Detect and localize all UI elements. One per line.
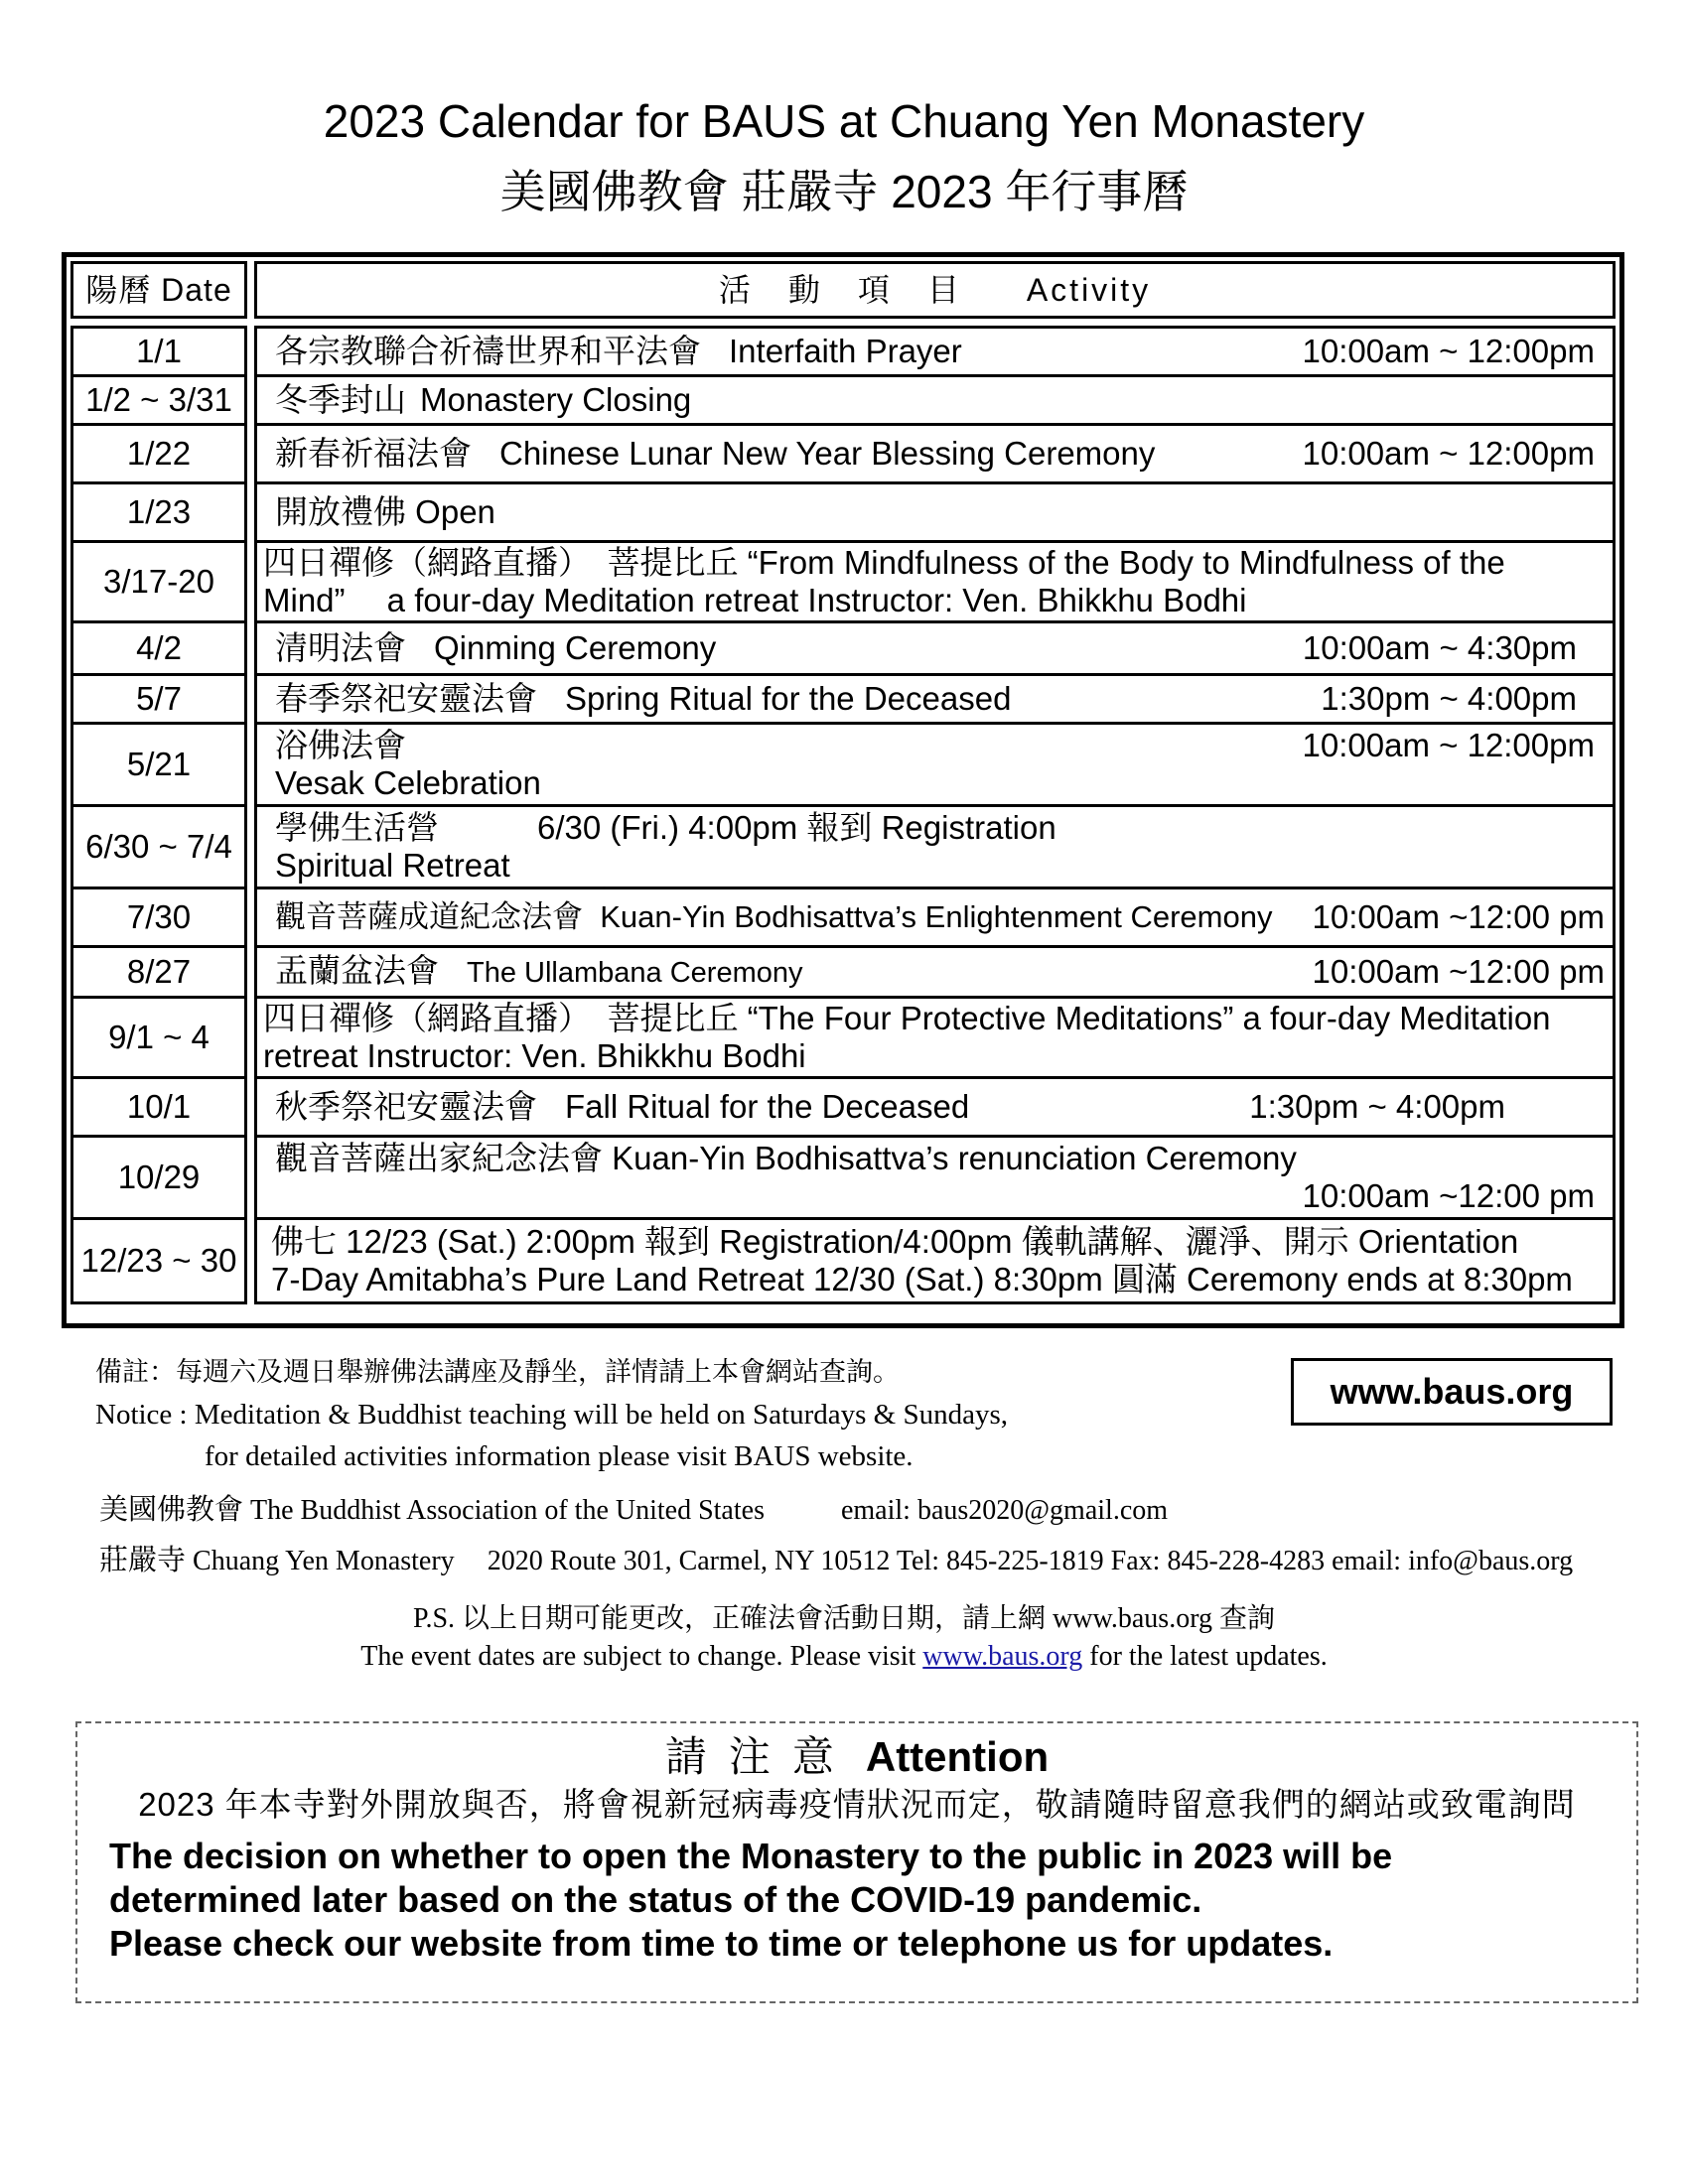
activity-header-zh: 活動項目: [718, 272, 997, 308]
org-name-en: The Buddhist Association of the United States: [250, 1495, 765, 1526]
activity-en: Chinese Lunar New Year Blessing Ceremony: [499, 435, 1156, 472]
date-cell: 5/7: [70, 673, 247, 725]
activity-en: Qinming Ceremony: [434, 629, 717, 666]
activity-zh: 春季祭祀安靈法會: [275, 680, 537, 717]
attention-text-zh: 2023 年本寺對外開放與否，將會視新冠病毒疫情狀況而定，敬請隨時留意我們的網站或致電詢問: [138, 1786, 1576, 1823]
date-header: 陽曆 Date: [70, 261, 247, 319]
date-cell: 1/23: [70, 481, 247, 543]
activity-cell: [254, 540, 1616, 623]
activity-en: Open: [415, 493, 495, 530]
activity-cell: [254, 887, 1616, 948]
notice-en-line2: for detailed activities information please visit BAUS website.: [205, 1440, 914, 1472]
website-link[interactable]: www.baus.org: [922, 1641, 1083, 1672]
document-title: [0, 91, 1688, 224]
date-cell: 4/2: [70, 620, 247, 676]
activity-cell: [254, 1076, 1616, 1138]
activity-cell: [254, 673, 1616, 725]
activity-line: 四日禪修（網路直播） 菩提比丘 “The Four Protective Meditations” a four-day Meditation: [263, 1000, 1551, 1036]
date-cell: 1/22: [70, 423, 247, 484]
activity-cell: [254, 620, 1616, 676]
date-cell: 12/23 ~ 30: [70, 1217, 247, 1304]
activity-line: 學佛生活營 6/30 (Fri.) 4:00pm 報到 Registration: [275, 809, 1056, 846]
attention-title: [77, 1731, 1636, 1783]
activity-cell: [254, 423, 1616, 484]
activity-line: 四日禪修（網路直播） 菩提比丘 “From Mindfulness of the Body to Mindfulness of the: [263, 544, 1505, 581]
ps-zh-line: P.S. 以上日期可能更改，正確法會活動日期，請上網 www.baus.org 查詢: [412, 1603, 1276, 1634]
activity-zh: 各宗教聯合祈禱世界和平法會: [275, 333, 701, 369]
title-chinese: 美國佛教會 莊嚴寺 2023 年行事曆: [499, 166, 1189, 217]
notice-block: [95, 1352, 1088, 1477]
activity-column: [254, 261, 1616, 1319]
attention-title-en: Attention: [865, 1733, 1050, 1780]
activity-line: Mind” a four-day Meditation retreat Instructor: Ven. Bhikkhu Bodhi: [263, 582, 1247, 618]
activity-time: 10:00am ~ 4:30pm: [1302, 629, 1577, 666]
date-cell: 3/17-20: [70, 540, 247, 623]
activity-cell: [254, 722, 1616, 807]
activity-en: Fall Ritual for the Deceased: [565, 1088, 970, 1125]
activity-time: 1:30pm ~ 4:00pm: [1321, 680, 1577, 717]
activity-time: 10:00am ~12:00 pm: [1302, 1177, 1595, 1214]
activity-line: 佛七 12/23 (Sat.) 2:00pm 報到 Registration/4:00pm 儀軌講解、灑淨、開示 Orientation: [271, 1223, 1519, 1260]
activity-en: Spring Ritual for the Deceased: [565, 680, 1012, 717]
title-english: 2023 Calendar for BAUS at Chuang Yen Monastery: [323, 95, 1365, 147]
attention-box: [75, 1721, 1638, 2003]
attention-text-en: [77, 1835, 1636, 1966]
org-name-zh: 美國佛教會: [99, 1492, 244, 1526]
date-cell: 6/30 ~ 7/4: [70, 804, 247, 889]
activity-en: Kuan-Yin Bodhisattva’s Enlightenment Ceremony: [600, 899, 1273, 934]
activity-en: The Ullambana Ceremony: [467, 957, 803, 989]
activity-time: 1:30pm ~ 4:00pm: [1249, 1088, 1505, 1125]
activity-zh: 清明法會: [275, 629, 406, 666]
date-cell: 7/30: [70, 887, 247, 948]
attention-title-zh: 請注意: [664, 1733, 856, 1780]
activity-line: 觀音菩薩出家紀念法會 Kuan-Yin Bodhisattva’s renunciation Ceremony: [275, 1140, 1297, 1176]
activity-zh: 盂蘭盆法會: [275, 952, 439, 989]
date-column: [70, 261, 247, 1319]
activity-line: Spiritual Retreat: [275, 847, 510, 884]
temple-address-contact: 2020 Route 301, Carmel, NY 10512 Tel: 845-225-1819 Fax: 845-228-4283 email: info@baus.org: [487, 1546, 1574, 1576]
activity-line: 7-Day Amitabha’s Pure Land Retreat 12/30 (Sat.) 8:30pm 圓滿 Ceremony ends at 8:30pm: [271, 1261, 1573, 1297]
activity-cell: [254, 326, 1616, 377]
notice-en-line1: Notice : Meditation & Buddhist teaching will be held on Saturdays & Sundays,: [95, 1399, 1009, 1431]
activity-time: 10:00am ~ 12:00pm: [1302, 435, 1595, 472]
temple-line: [99, 1542, 1648, 1579]
activity-cell: [254, 1217, 1616, 1304]
organization-line: [99, 1491, 1648, 1529]
date-cell: 5/21: [70, 722, 247, 807]
activity-header-en: Activity: [1026, 272, 1152, 308]
activity-zh: 觀音菩薩成道紀念法會: [275, 899, 583, 934]
activity-line: Vesak Celebration: [275, 764, 541, 801]
activity-zh: 秋季祭祀安靈法會: [275, 1088, 537, 1125]
activity-cell: [254, 481, 1616, 543]
activity-cell: [254, 996, 1616, 1079]
activity-header: [254, 261, 1616, 319]
ps-en-text-end: for the latest updates.: [1082, 1641, 1328, 1672]
activity-cell: [254, 1135, 1616, 1220]
activity-time: 10:00am ~12:00 pm: [1312, 953, 1605, 990]
temple-name-en: Chuang Yen Monastery: [193, 1546, 455, 1576]
activity-zh: 新春祈福法會: [275, 435, 472, 472]
activity-line: retreat Instructor: Ven. Bhikkhu Bodhi: [263, 1037, 806, 1074]
activity-cell: [254, 945, 1616, 999]
ps-en-text: The event dates are subject to change. Please visit: [360, 1641, 923, 1672]
activity-time: 10:00am ~12:00 pm: [1312, 898, 1605, 935]
attention-line-3: Please check our website from time to time or telephone us for updates.: [109, 1923, 1334, 1964]
attention-line-2: determined later based on the status of the COVID-19 pandemic.: [109, 1879, 1202, 1920]
date-cell: 8/27: [70, 945, 247, 999]
date-cell: 1/1: [70, 326, 247, 377]
activity-cell: [254, 804, 1616, 889]
notice-zh: 備註：每週六及週日舉辦佛法講座及靜坐，詳情請上本會網站查詢。: [95, 1357, 900, 1388]
activity-cell: [254, 374, 1616, 426]
activity-en: Interfaith Prayer: [729, 333, 962, 369]
temple-name-zh: 莊嚴寺: [99, 1543, 187, 1576]
calendar-table: [62, 252, 1624, 1328]
date-cell: 9/1 ~ 4: [70, 996, 247, 1079]
activity-zh: 開放禮佛: [275, 493, 406, 530]
website-box: www.baus.org: [1291, 1358, 1613, 1426]
activity-en: Monastery Closing: [420, 381, 692, 418]
ps-en-line: [0, 1638, 1688, 1676]
activity-zh: 冬季封山: [275, 381, 406, 418]
org-email: email: baus2020@gmail.com: [840, 1495, 1169, 1526]
activity-time: 10:00am ~ 12:00pm: [1302, 333, 1595, 369]
date-cell: 10/1: [70, 1076, 247, 1138]
attention-line-1: The decision on whether to open the Monastery to the public in 2023 will be: [109, 1836, 1393, 1876]
date-cell: 1/2 ~ 3/31: [70, 374, 247, 426]
activity-line: 浴佛法會: [275, 727, 406, 763]
date-cell: 10/29: [70, 1135, 247, 1220]
activity-time: 10:00am ~ 12:00pm: [1302, 727, 1595, 763]
